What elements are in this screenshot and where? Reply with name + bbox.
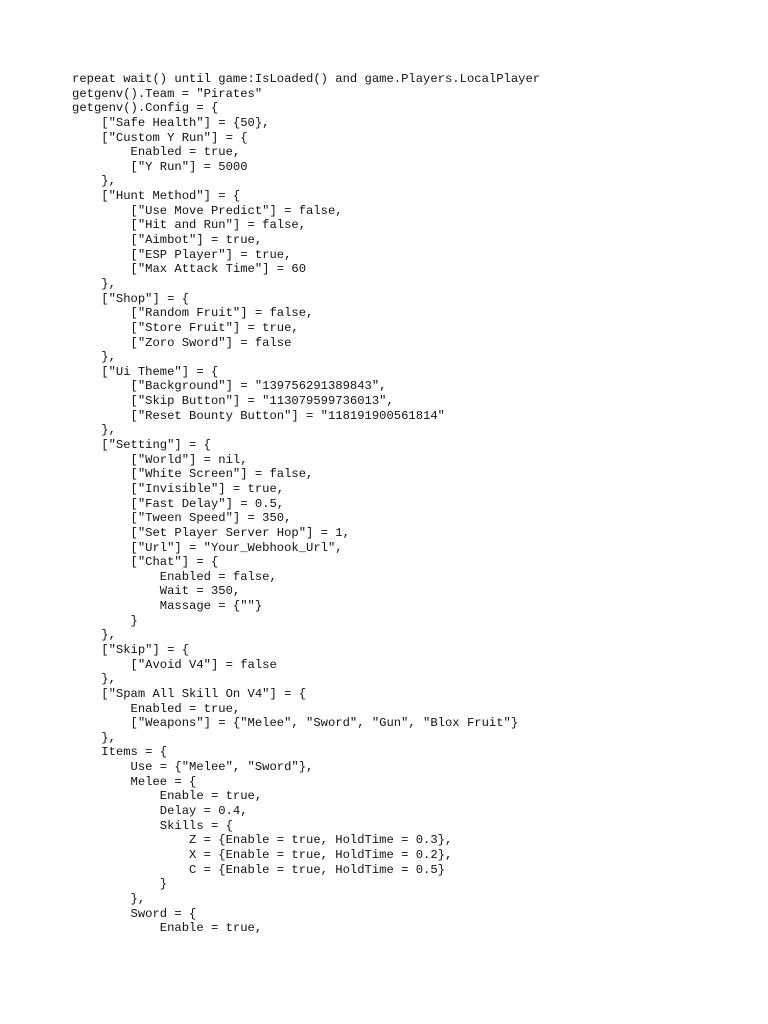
code-line: ["Safe Health"] = {50}, <box>72 115 270 130</box>
code-line: ["Skip"] = { <box>72 642 190 657</box>
code-line: ["ESP Player"] = true, <box>72 247 292 262</box>
code-line: ["Custom Y Run"] = { <box>72 130 248 145</box>
code-line: ["Use Move Predict"] = false, <box>72 203 343 218</box>
code-line: Sword = { <box>72 906 197 921</box>
code-line: ["Hunt Method"] = { <box>72 189 241 204</box>
code-line: Enable = true, <box>72 921 263 936</box>
code-line: Melee = { <box>72 774 197 789</box>
code-line: ["Store Fruit"] = true, <box>72 320 299 335</box>
code-line: Enabled = true, <box>72 145 241 160</box>
code-line: X = {Enable = true, HoldTime = 0.2}, <box>72 847 453 862</box>
code-line: Z = {Enable = true, HoldTime = 0.3}, <box>72 833 453 848</box>
code-line: }, <box>72 730 116 745</box>
code-line: Wait = 350, <box>72 584 241 599</box>
code-line: ["World"] = nil, <box>72 452 248 467</box>
code-line: ["Fast Delay"] = 0.5, <box>72 496 285 511</box>
code-line: Delay = 0.4, <box>72 804 248 819</box>
code-line: ["Weapons"] = {"Melee", "Sword", "Gun", "Blox Fruit"} <box>72 716 519 731</box>
code-line: getgenv().Team = "Pirates" <box>72 86 263 101</box>
code-line: Enable = true, <box>72 789 263 804</box>
code-line: } <box>72 877 168 892</box>
code-line: Enabled = false, <box>72 569 277 584</box>
code-line: }, <box>72 672 116 687</box>
code-line: } <box>72 613 138 628</box>
code-line: getgenv().Config = { <box>72 101 219 116</box>
code-line: ["Setting"] = { <box>72 438 211 453</box>
code-line: }, <box>72 423 116 438</box>
code-line: ["Random Fruit"] = false, <box>72 306 314 321</box>
code-line: Use = {"Melee", "Sword"}, <box>72 760 314 775</box>
code-line: ["Url"] = "Your_Webhook_Url", <box>72 540 343 555</box>
code-line: ["Max Attack Time"] = 60 <box>72 262 307 277</box>
code-line: }, <box>72 891 146 906</box>
code-line: }, <box>72 276 116 291</box>
code-line: ["Y Run"] = 5000 <box>72 159 248 174</box>
code-line: }, <box>72 628 116 643</box>
code-line: ["Chat"] = { <box>72 555 219 570</box>
code-line: repeat wait() until game:IsLoaded() and game.Players.LocalPlayer <box>72 72 541 86</box>
code-block <box>72 72 540 936</box>
code-line: Items = { <box>72 745 168 760</box>
code-line: C = {Enable = true, HoldTime = 0.5} <box>72 862 445 877</box>
code-line: Massage = {""} <box>72 599 263 614</box>
code-line: ["Reset Bounty Button"] = "118191900561814" <box>72 408 445 423</box>
code-line: ["Hit and Run"] = false, <box>72 218 307 233</box>
code-line: }, <box>72 350 116 365</box>
code-line: Skills = { <box>72 818 233 833</box>
code-line: ["Spam All Skill On V4"] = { <box>72 686 307 701</box>
code-line: ["Invisible"] = true, <box>72 481 285 496</box>
code-line: ["Avoid V4"] = false <box>72 657 277 672</box>
code-line: ["Background"] = "139756291389843", <box>72 379 387 394</box>
code-line: ["Ui Theme"] = { <box>72 364 219 379</box>
code-line: Enabled = true, <box>72 701 241 716</box>
code-line: ["Tween Speed"] = 350, <box>72 511 292 526</box>
code-line: ["Zoro Sword"] = false <box>72 335 292 350</box>
code-line: }, <box>72 174 116 189</box>
code-line: ["Shop"] = { <box>72 291 190 306</box>
code-line: ["Aimbot"] = true, <box>72 233 263 248</box>
code-line: ["Set Player Server Hop"] = 1, <box>72 525 350 540</box>
code-line: ["White Screen"] = false, <box>72 467 314 482</box>
code-line: ["Skip Button"] = "113079599736013", <box>72 394 394 409</box>
